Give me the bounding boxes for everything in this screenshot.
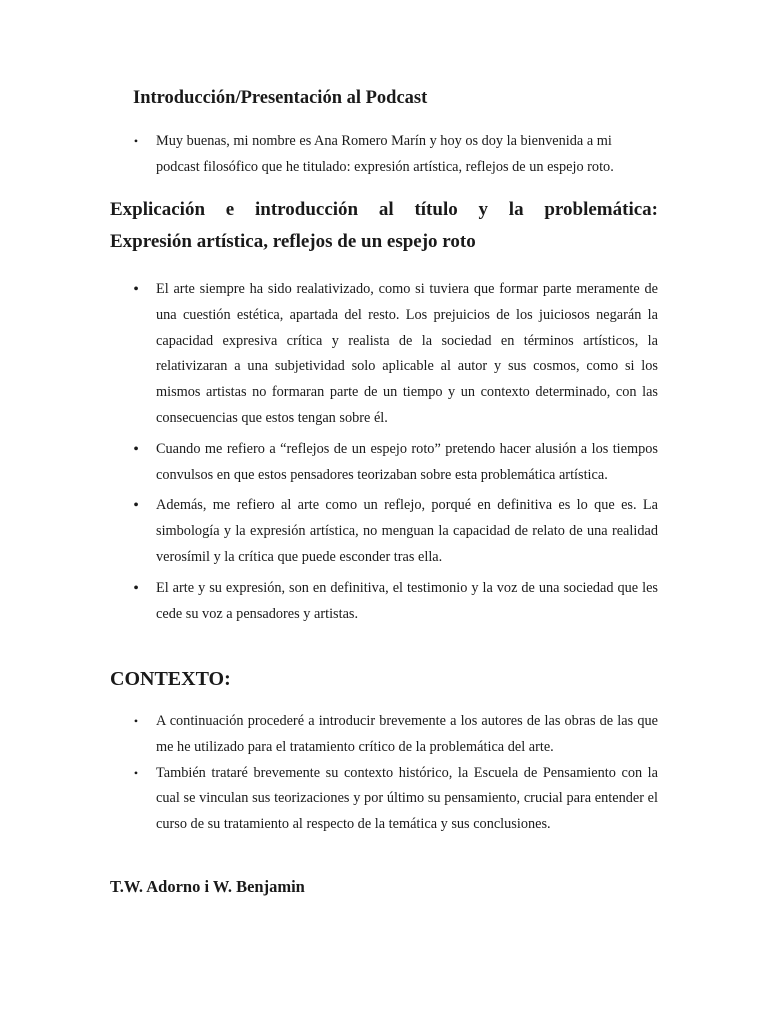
bullet-icon: •	[133, 134, 139, 148]
bullet-icon: •	[133, 497, 139, 515]
bullet-icon: •	[133, 579, 139, 597]
intro-heading: Introducción/Presentación al Podcast	[133, 88, 428, 108]
bullet-text: A continuación procederé a introducir brevemente a los autores de las obras de las que me he utilizado para el tratamiento crítico de la problemática del arte.	[156, 713, 658, 755]
bullet-text: El arte siempre ha sido realativizado, como si tuviera que formar parte meramente de una cuestión estética, apartada del resto. Los prejuicios de los juiciosos negarán la capacidad expresiva crítica y realista de la sociedad en términos artísticos, la relativizaran a una subjetividad solo aplicable al autor y sus cosmos, como si los mismos artistas no formaran parte de un tiempo y un contexto determinado, con las consecuencias que estos tengan sobre él.	[156, 281, 658, 426]
bullet-icon: •	[133, 281, 139, 298]
bullet-icon: •	[133, 440, 139, 458]
bullet-text: Además, me refiero al arte como un reflejo, porqué en definitiva es lo que es. La simbología y la expresión artística, no menguan la capacidad de relato de una realidad verosímil y la crítica que puede esconder tras ella.	[156, 497, 658, 565]
list-item	[130, 709, 658, 761]
list-item	[130, 576, 658, 628]
bullet-text: Cuando me refiero a “reflejos de un espejo roto” pretendo hacer alusión a los tiempos convulsos en que estos pensadores teorizaban sobre esta problemática artística.	[156, 440, 658, 483]
intro-bullet-list	[130, 129, 658, 181]
bullet-icon: •	[133, 765, 139, 780]
explicacion-heading-line1: Explicación e introducción al título y la problemática:	[110, 199, 658, 220]
list-item	[130, 493, 658, 570]
bullet-text: El arte y su expresión, son en definitiva, el testimonio y la voz de una sociedad que les cede su voz a pensadores y artistas.	[156, 579, 658, 622]
contexto-bullet-list	[130, 709, 658, 838]
list-item	[130, 277, 658, 432]
contexto-heading: CONTEXTO:	[110, 668, 231, 690]
bullet-text: Muy buenas, mi nombre es Ana Romero Marín y hoy os doy la bienvenida a mi podcast filosófico que he titulado: expresión artística, reflejos de un espejo roto.	[156, 133, 614, 175]
adorno-benjamin-heading: T.W. Adorno i W. Benjamin	[110, 877, 305, 896]
bullet-icon: •	[133, 714, 139, 728]
explicacion-heading-line2: Expresión artística, reflejos de un espejo roto	[110, 231, 476, 252]
list-item	[130, 437, 658, 489]
explicacion-bullet-list	[130, 277, 658, 632]
explicacion-heading	[110, 194, 658, 258]
list-item	[130, 129, 658, 181]
bullet-text: También trataré brevemente su contexto histórico, la Escuela de Pensamiento con la cual se vinculan sus teorizaciones y por último su pensamiento, crucial para entender el curso de su tratamiento al respecto de la temática y sus conclusiones.	[156, 764, 658, 833]
list-item	[130, 761, 658, 838]
